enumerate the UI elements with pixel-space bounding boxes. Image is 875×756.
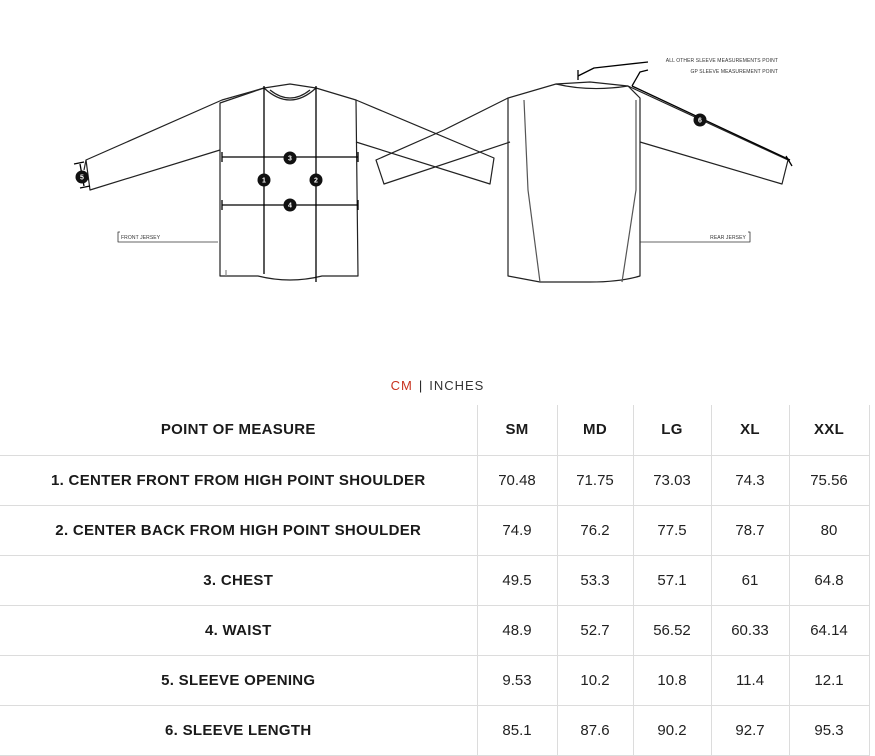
header-xxl: XXL	[789, 405, 869, 455]
header-sm: SM	[477, 405, 557, 455]
table-row	[0, 705, 869, 755]
header-xl: XL	[711, 405, 789, 455]
cell-value: 10.2	[557, 655, 633, 705]
cell-value: 49.5	[477, 555, 557, 605]
svg-text:5: 5	[80, 174, 84, 182]
svg-text:4: 4	[288, 202, 292, 210]
unit-toggle	[0, 378, 875, 393]
callout-other-sleeve: ALL OTHER SLEEVE MEASUREMENTS POINT	[665, 58, 778, 64]
cell-value: 75.56	[789, 455, 869, 505]
cell-value: 74.9	[477, 505, 557, 555]
cell-value: 92.7	[711, 705, 789, 755]
cell-value: 64.8	[789, 555, 869, 605]
table-header-row	[0, 405, 869, 455]
header-md: MD	[557, 405, 633, 455]
cell-value: 95.3	[789, 705, 869, 755]
cell-value: 57.1	[633, 555, 711, 605]
unit-separator: |	[418, 378, 424, 393]
front-jersey-outline	[84, 84, 494, 280]
front-jersey-label: FRONT JERSEY	[121, 235, 161, 241]
measure-markers	[76, 114, 707, 212]
cell-value: 90.2	[633, 705, 711, 755]
rear-jersey-outline	[376, 82, 788, 282]
rear-measure-lines	[578, 62, 792, 166]
cell-value: 61	[711, 555, 789, 605]
cell-value: 56.52	[633, 605, 711, 655]
cell-value: 85.1	[477, 705, 557, 755]
callout-gp-sleeve: GP SLEEVE MEASUREMENT POINT	[690, 69, 778, 75]
svg-text:1: 1	[262, 177, 266, 185]
cell-value: 53.3	[557, 555, 633, 605]
row-label: 5. SLEEVE OPENING	[0, 655, 477, 705]
jersey-diagram	[0, 0, 875, 300]
jersey-illustration	[0, 0, 875, 300]
row-label: 4. WAIST	[0, 605, 477, 655]
svg-text:6: 6	[698, 117, 702, 125]
row-label: 6. SLEEVE LENGTH	[0, 705, 477, 755]
cell-value: 64.14	[789, 605, 869, 655]
cell-value: 9.53	[477, 655, 557, 705]
cell-value: 80	[789, 505, 869, 555]
size-chart-table	[0, 405, 870, 756]
cell-value: 87.6	[557, 705, 633, 755]
cell-value: 52.7	[557, 605, 633, 655]
svg-text:3: 3	[288, 155, 292, 163]
table-row	[0, 555, 869, 605]
table-row	[0, 505, 869, 555]
row-label: 3. CHEST	[0, 555, 477, 605]
cell-value: 74.3	[711, 455, 789, 505]
table-row	[0, 655, 869, 705]
row-label: 1. CENTER FRONT FROM HIGH POINT SHOULDER	[0, 455, 477, 505]
cell-value: 78.7	[711, 505, 789, 555]
unit-cm-button[interactable]: CM	[390, 378, 413, 393]
table-row	[0, 605, 869, 655]
cell-value: 77.5	[633, 505, 711, 555]
cell-value: 12.1	[789, 655, 869, 705]
header-point-of-measure: POINT OF MEASURE	[0, 405, 477, 455]
cell-value: 70.48	[477, 455, 557, 505]
cell-value: 60.33	[711, 605, 789, 655]
rear-jersey-label: REAR JERSEY	[710, 235, 746, 241]
cell-value: 10.8	[633, 655, 711, 705]
cell-value: 11.4	[711, 655, 789, 705]
unit-inches-button[interactable]: INCHES	[429, 378, 485, 393]
cell-value: 48.9	[477, 605, 557, 655]
cell-value: 76.2	[557, 505, 633, 555]
cell-value: 73.03	[633, 455, 711, 505]
row-label: 2. CENTER BACK FROM HIGH POINT SHOULDER	[0, 505, 477, 555]
table-row	[0, 455, 869, 505]
header-lg: LG	[633, 405, 711, 455]
svg-text:2: 2	[314, 177, 318, 185]
cell-value: 71.75	[557, 455, 633, 505]
